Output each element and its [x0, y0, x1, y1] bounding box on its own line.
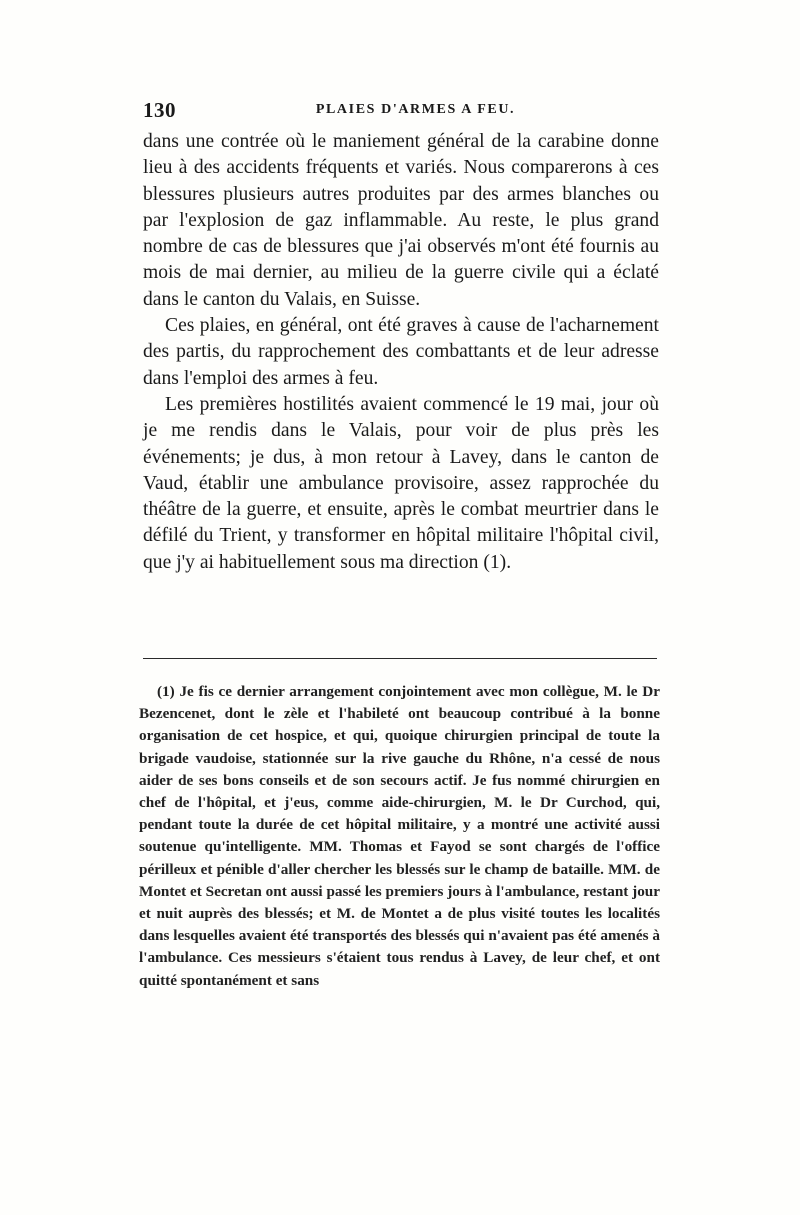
page-header [143, 98, 658, 126]
paragraph: Les premières hostilités avaient commencé le 19 mai, jour où je me rendis dans le Valais, pour voir de plus près les événements; je dus, à mon retour à Lavey, dans le canton de Vaud, établir une ambulance provisoire, assez rapprochée du théâtre de la guerre, et ensuite, après le combat meurtrier dans le défilé du Trient, y transformer en hôpital militaire l'hôpital civil, que j'y ai habituellement sous ma direction (1). [143, 393, 659, 573]
footnote [139, 681, 660, 992]
paragraph: dans une contrée où le maniement général de la carabine donne lieu à des accidents fréquents et variés. Nous comparerons à ces blessures plusieurs autres produites par des armes blanches ou par l'explosion de gaz inflammable. Au reste, le plus grand nombre de cas de blessures que j'ai observés m'ont été fournis au mois de mai dernier, au milieu de la guerre civile qui a éclaté dans le canton du Valais, en Suisse. [143, 131, 659, 310]
page-number: 130 [143, 98, 176, 122]
footnote-divider [143, 658, 657, 659]
main-text [143, 129, 659, 576]
running-title: PLAIES D'ARMES A FEU. [315, 102, 516, 117]
paragraph: Ces plaies, en général, ont été graves à cause de l'acharnement des partis, du rapprochement des combattants et de leur adresse dans l'emploi des armes à feu. [143, 315, 659, 389]
footnote-text: (1) Je fis ce dernier arrangement conjointement avec mon collègue, M. le Dr Bezencenet, dont le zèle et l'habileté ont beaucoup contribué à la bonne organisation de cet hospice, et qui, quoique chirurgien principal de toute la brigade vaudoise, stationnée sur la rive gauche du Rhône, n'a cessé de nous aider de ses bons conseils et de son secours actif. Je fus nommé chirurgien en chef de l'hôpital, et j'eus, comme aide-chirurgien, M. le Dr Curchod, qui, pendant toute la durée de cet hôpital militaire, y a montré une activité aussi soutenue qu'intelligente. MM. Thomas et Fayod se sont chargés de l'office périlleux et pénible d'aller chercher les blessés sur le champ de bataille. MM. de Montet et Secretan ont aussi passé les premiers jours à l'ambulance, restant jour et nuit auprès des blessés; et M. de Montet a de plus visité toutes les localités dans lesquelles avaient été transportés des blessés qui n'avaient pas été amenés à l'ambulance. Ces messieurs s'étaient tous rendus à Lavey, de leur chef, et ont quitté spontanément et sans [139, 683, 660, 989]
